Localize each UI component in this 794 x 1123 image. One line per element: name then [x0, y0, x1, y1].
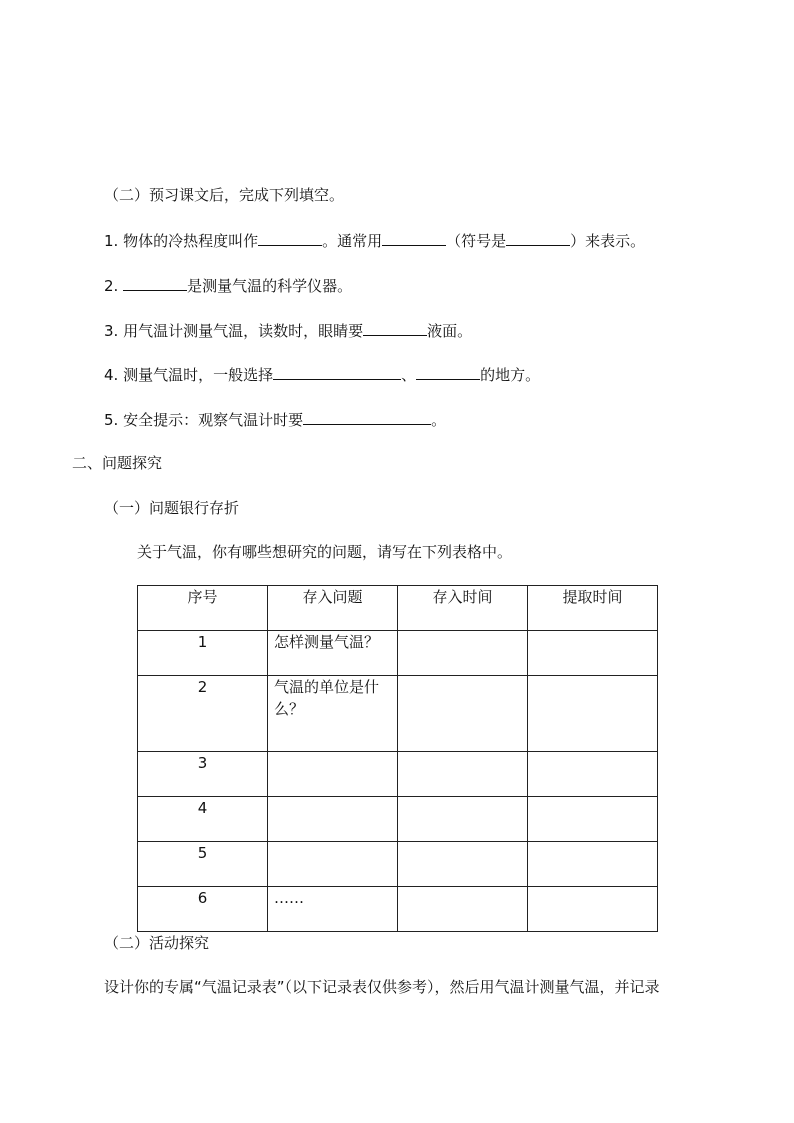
row-question[interactable]	[268, 842, 398, 887]
table-row	[138, 887, 658, 932]
item-text: 的地方。	[480, 366, 541, 384]
row-question[interactable]	[268, 797, 398, 842]
part-two-heading: 二、问题探究	[72, 454, 163, 472]
table-header-row	[138, 586, 658, 631]
row-number: 1	[138, 631, 268, 676]
question-bank-table	[137, 585, 658, 932]
header-serial: 序号	[138, 586, 268, 631]
answer-blank[interactable]	[123, 275, 187, 291]
item-text: ）来表示。	[570, 232, 646, 250]
row-withdraw-time[interactable]	[528, 842, 658, 887]
row-question[interactable]: ……	[268, 887, 398, 932]
row-number: 6	[138, 887, 268, 932]
row-deposit-time[interactable]	[398, 752, 528, 797]
row-withdraw-time[interactable]	[528, 887, 658, 932]
row-question[interactable]	[268, 676, 398, 752]
answer-blank[interactable]	[273, 364, 401, 380]
row-question-text: 气温的单位是什么？	[274, 678, 380, 718]
row-number: 3	[138, 752, 268, 797]
answer-blank[interactable]	[303, 409, 431, 425]
row-withdraw-time[interactable]	[528, 631, 658, 676]
table-row	[138, 631, 658, 676]
row-number: 5	[138, 842, 268, 887]
table-row	[138, 752, 658, 797]
section-heading-preview: （二）预习课文后，完成下列填空。	[104, 186, 345, 204]
item-text: 安全提示：观察气温计时要	[123, 411, 304, 429]
answer-blank[interactable]	[416, 364, 480, 380]
item-text: 物体的冷热程度叫作	[123, 232, 259, 250]
row-question[interactable]: 怎样测量气温？	[268, 631, 398, 676]
answer-blank[interactable]	[382, 230, 446, 246]
row-deposit-time[interactable]	[398, 631, 528, 676]
row-number: 4	[138, 797, 268, 842]
row-withdraw-time[interactable]	[528, 676, 658, 752]
question-bank-intro: 关于气温，你有哪些想研究的问题，请写在下列表格中。	[137, 543, 513, 561]
fill-item-3	[104, 320, 472, 341]
row-deposit-time[interactable]	[398, 676, 528, 752]
item-text: 是测量气温的科学仪器。	[187, 277, 353, 295]
item-number: 4.	[104, 366, 119, 384]
row-withdraw-time[interactable]	[528, 797, 658, 842]
item-text: 。	[431, 411, 447, 429]
fill-item-4	[104, 364, 540, 385]
row-question[interactable]	[268, 752, 398, 797]
row-deposit-time[interactable]	[398, 797, 528, 842]
table-row	[138, 797, 658, 842]
fill-item-1	[104, 230, 645, 251]
item-text: 。通常用	[322, 232, 383, 250]
answer-blank[interactable]	[258, 230, 322, 246]
fill-item-5	[104, 409, 446, 430]
item-number: 3.	[104, 322, 119, 340]
answer-blank[interactable]	[363, 320, 427, 336]
header-withdraw-time: 提取时间	[528, 586, 658, 631]
table-row	[138, 842, 658, 887]
item-text: 测量气温时，一般选择	[123, 366, 274, 384]
answer-blank[interactable]	[506, 230, 570, 246]
item-text: 液面。	[427, 322, 473, 340]
row-withdraw-time[interactable]	[528, 752, 658, 797]
row-deposit-time[interactable]	[398, 842, 528, 887]
item-number: 1.	[104, 232, 119, 250]
question-bank-heading: （一）问题银行存折	[104, 499, 240, 517]
header-deposit-time: 存入时间	[398, 586, 528, 631]
item-text: 用气温计测量气温，读数时，眼睛要	[123, 322, 364, 340]
row-deposit-time[interactable]	[398, 887, 528, 932]
item-text: 、	[401, 366, 417, 384]
item-number: 2.	[104, 277, 119, 295]
table-row	[138, 676, 658, 752]
item-number: 5.	[104, 411, 119, 429]
item-text: （符号是	[446, 232, 507, 250]
activity-text: 设计你的专属“气温记录表”（以下记录表仅供参考），然后用气温计测量气温，并记录	[104, 978, 660, 996]
row-number: 2	[138, 676, 268, 752]
header-question: 存入问题	[268, 586, 398, 631]
fill-item-2	[104, 275, 352, 296]
activity-heading: （二）活动探究	[104, 934, 210, 952]
